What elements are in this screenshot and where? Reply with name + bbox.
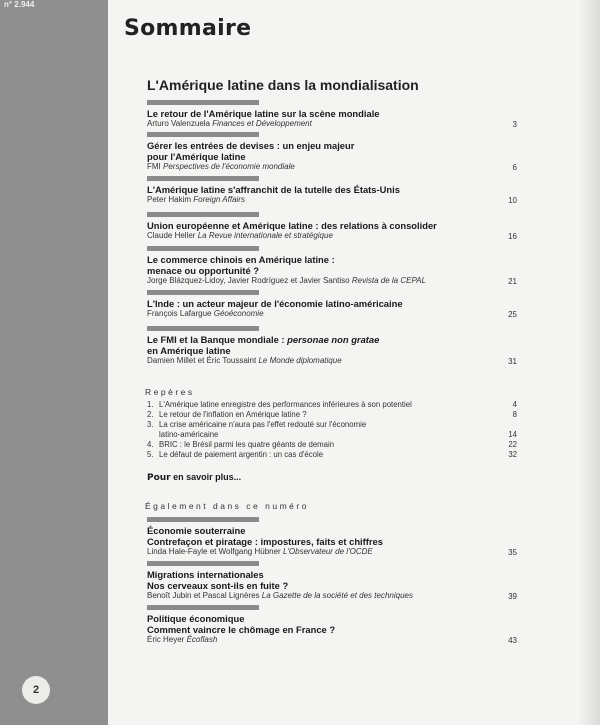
section-bar (147, 517, 259, 522)
also-author: Benoît Jubin et Pascal Lignères (147, 591, 260, 600)
article-title[interactable]: Gérer les entrées de devises : un enjeu majeur (147, 140, 355, 151)
section-bar (147, 176, 259, 181)
article-title-line2[interactable]: en Amérique latine (147, 345, 231, 356)
gray-sidebar (0, 0, 108, 725)
also-source: L'Observateur de l'OCDE (282, 547, 373, 556)
article-author: Damien Millet et Éric Toussaint (147, 356, 257, 365)
issue-number: n° 2.944 (4, 0, 35, 9)
also-heading: Également dans ce numéro (145, 501, 309, 511)
article-entry[interactable] (147, 100, 517, 129)
reperes-heading: Repères (145, 387, 195, 397)
article-source: Revista de la CEPAL (351, 276, 426, 285)
article-page: 31 (508, 357, 517, 366)
also-page: 35 (508, 548, 517, 557)
repere-item[interactable]: 5. Le défaut de paiement argentin : un cas d'école 32 (147, 450, 517, 459)
section-bar (147, 100, 259, 105)
also-article-entry[interactable] (147, 561, 517, 601)
article-title[interactable]: Le FMI et la Banque mondiale : personae non gratae (147, 334, 380, 345)
repere-page: 32 (508, 450, 517, 459)
article-page: 3 (512, 120, 517, 129)
article-entry[interactable] (147, 246, 517, 286)
article-source: Foreign Affairs (193, 195, 245, 204)
also-article-entry[interactable] (147, 605, 517, 645)
also-title[interactable]: Contrefaçon et piratage : impostures, faits et chiffres (147, 536, 383, 547)
section-bar (147, 561, 259, 566)
also-title[interactable]: Nos cerveaux sont-ils en fuite ? (147, 580, 289, 591)
theme-title: L'Amérique latine dans la mondialisation (147, 77, 419, 93)
article-source: La Revue internationale et stratégique (197, 231, 333, 240)
repere-page: 14 (508, 429, 517, 439)
repere-page: 22 (508, 440, 517, 449)
article-title[interactable]: Le commerce chinois en Amérique latine : (147, 254, 335, 265)
article-source: Perspectives de l'économie mondiale (163, 162, 295, 171)
also-title[interactable]: Comment vaincre le chômage en France ? (147, 624, 336, 635)
article-title[interactable]: L'Inde : un acteur majeur de l'économie latino-américaine (147, 298, 403, 309)
article-page: 21 (508, 277, 517, 286)
section-bar (147, 132, 259, 137)
article-source: Finances et Développement (212, 119, 312, 128)
also-category: Migrations internationales (147, 569, 264, 580)
article-source: Géoéconomie (213, 309, 264, 318)
also-author: Linda Hale-Fayle et Wolfgang Hübner (147, 547, 281, 556)
article-source: Le Monde diplomatique (258, 356, 342, 365)
article-title[interactable]: Le retour de l'Amérique latine sur la scène mondiale (147, 108, 380, 119)
article-entry[interactable] (147, 132, 517, 172)
article-author: François Lafargue (147, 309, 212, 318)
article-author: Jorge Blázquez-Lidoy, Javier Rodríguez et Javier Santiso (147, 276, 350, 285)
article-entry[interactable] (147, 176, 517, 205)
repere-page: 8 (512, 410, 517, 419)
section-bar (147, 290, 259, 295)
article-entry[interactable] (147, 290, 517, 319)
page-title: Sommaire (124, 16, 252, 41)
section-bar (147, 212, 259, 217)
article-title[interactable]: L'Amérique latine s'affranchit de la tutelle des États-Unis (147, 184, 400, 195)
also-source: Écoflash (186, 635, 218, 644)
article-page: 10 (508, 196, 517, 205)
also-author: Éric Heyer (147, 635, 185, 644)
article-entry[interactable] (147, 326, 517, 366)
also-category: Politique économique (147, 613, 245, 624)
section-bar (147, 246, 259, 251)
article-author: FMI (147, 162, 161, 171)
article-page: 16 (508, 232, 517, 241)
repere-item[interactable]: 1. L'Amérique latine enregistre des performances inférieures à son potentiel 4 (147, 400, 517, 409)
article-page: 6 (512, 163, 517, 172)
section-bar (147, 326, 259, 331)
article-entry[interactable] (147, 212, 517, 241)
repere-item[interactable]: 2. Le retour de l'inflation en Amérique latine ? 8 (147, 410, 517, 419)
repere-page: 4 (512, 400, 517, 409)
article-title-line2[interactable]: pour l'Amérique latine (147, 151, 246, 162)
also-page: 39 (508, 592, 517, 601)
scan-shadow (578, 0, 600, 725)
article-author: Peter Hakim (147, 195, 192, 204)
repere-item[interactable]: 3. La crise américaine n'aura pas l'effet redouté sur l'économie latino-américaine 14 (147, 420, 517, 439)
also-page: 43 (508, 636, 517, 645)
repere-item[interactable]: 4. BRIC : le Brésil parmi les quatre géants de demain 22 (147, 440, 517, 449)
section-bar (147, 605, 259, 610)
article-author: Claude Heller (147, 231, 196, 240)
also-category: Économie souterraine (147, 525, 246, 536)
also-source: La Gazette de la société et des techniques (261, 591, 413, 600)
article-title[interactable]: Union européenne et Amérique latine : des relations à consolider (147, 220, 437, 231)
pour-en-savoir-plus[interactable]: Pour en savoir plus... (147, 472, 242, 483)
article-author: Arturo Valenzuela (147, 119, 210, 128)
article-title-line2[interactable]: menace ou opportunité ? (147, 265, 259, 276)
page-number-badge: 2 (22, 676, 50, 704)
article-page: 25 (508, 310, 517, 319)
also-article-entry[interactable] (147, 517, 517, 557)
